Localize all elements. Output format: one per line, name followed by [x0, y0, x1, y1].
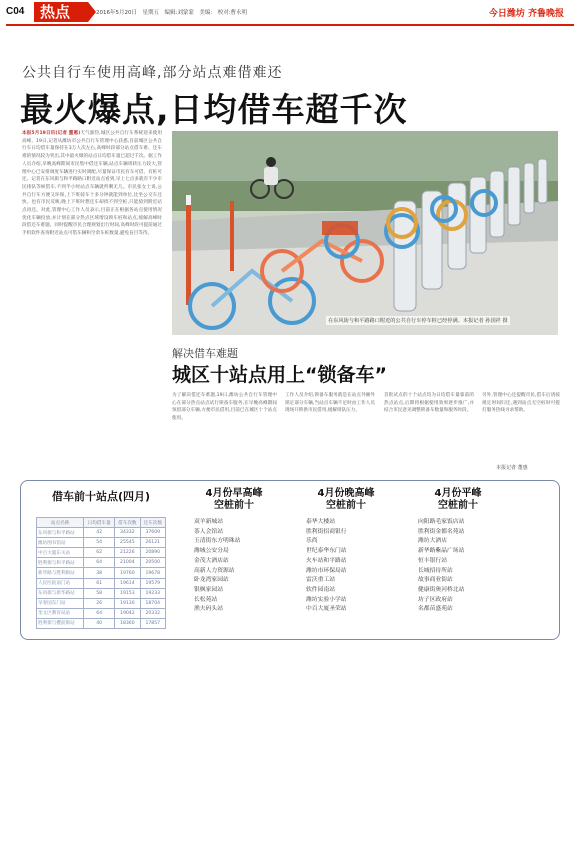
list-item: 长松苑站 — [194, 596, 218, 603]
list-item: 中百大厦圣荣站 — [306, 606, 347, 613]
list-item: 潍坊实验小学站 — [306, 596, 347, 603]
article-column-3: 首批试点的十个站点均为日均借车量靠前的热点站点,后期将根据使用效果逐步推广,并结合市民意见调整锁备车数量和服务时段。 — [384, 393, 474, 414]
sub-headline: 城区十站点用上“锁备车” — [172, 364, 387, 386]
table-header: 还车次数 — [140, 518, 165, 528]
ranking-off-peak — [402, 488, 514, 615]
sub-kicker: 解决借车难题 — [172, 347, 238, 360]
ranking-title-line: 4月份早高峰 — [205, 488, 263, 499]
table-cell: 19614 — [115, 578, 140, 588]
list-item: 泰华大楼站 — [306, 519, 335, 525]
article-column-1: 为了解决借还车难题,19日,潍坊公共自行车管理中心在部分热点站点试行锁备车服务,在早晚高峰期间预留部分车辆,方便市民借用,目前已在城区十个站点使用。 — [172, 393, 277, 422]
top-stations-table — [36, 517, 166, 629]
table-cell: 18704 — [140, 598, 165, 608]
list-item: 长城招待所站 — [418, 567, 453, 574]
table-row — [37, 618, 166, 628]
table-cell: 19130 — [115, 598, 140, 608]
table-cell: 20890 — [140, 548, 165, 558]
table-cell: 早春园东门站 — [37, 598, 84, 608]
table-cell: 64 — [84, 558, 115, 568]
list-item: 向阳路毛家饭店站 — [418, 519, 465, 525]
list-item: 高新人力资源站 — [194, 567, 235, 574]
page-header — [0, 0, 580, 24]
table-row — [37, 608, 166, 618]
list-item: 火车站和平路站 — [306, 557, 347, 564]
ranking-title-line: 空桩前十 — [326, 500, 366, 511]
list-item: 潍坊市环保局站 — [306, 567, 347, 574]
table-cell: 19579 — [140, 578, 165, 588]
table-row — [37, 598, 166, 608]
article-headline: 最火爆点,日均借车超千次 — [20, 90, 408, 129]
ranking-title-line: 4月份晚高峰 — [317, 488, 375, 499]
table-cell: 21226 — [115, 548, 140, 558]
list-item: 双羊新城站 — [194, 519, 223, 525]
bike-station-illustration — [172, 131, 558, 335]
list-item: 卧龙湾家园站 — [194, 577, 229, 584]
table-cell: 58 — [84, 588, 115, 598]
table-cell: 东风街与和平路站 — [37, 528, 84, 538]
table-row — [37, 548, 166, 558]
list-item: 乐尚 — [306, 538, 318, 545]
ranking-title — [290, 488, 402, 512]
ranking-title-line: 4月份平峰 — [434, 488, 482, 499]
list-item: 玉清街东方明珠站 — [194, 538, 241, 545]
table-cell: 19760 — [115, 568, 140, 578]
list-item: 恒丰银行站 — [418, 557, 447, 564]
article-lead: 本报5月19日讯(记者 董惠) — [22, 131, 81, 136]
ranking-title-line: 空桩前十 — [214, 500, 254, 511]
table-header: 站点名称 — [37, 518, 84, 528]
table-cell: 21004 — [115, 558, 140, 568]
newspaper-brand: 今日潍坊 齐鲁晚报 — [488, 9, 564, 19]
list-item: 金茂大酒店站 — [194, 557, 229, 564]
table-cell: 20500 — [140, 558, 165, 568]
table-cell: 62 — [84, 548, 115, 558]
list-item: 潍城公安分局 — [194, 548, 229, 555]
table-cell: 19042 — [115, 608, 140, 618]
table-cell: 64 — [84, 608, 115, 618]
list-item: 潍坊大酒店 — [418, 538, 447, 545]
table-cell: 40 — [84, 618, 115, 628]
table-cell: 东风街与新华路站 — [37, 588, 84, 598]
ranking-list — [178, 518, 290, 615]
issue-meta: 2016年5月20日 星期五 编辑:刘蒙蒙 美编: 校对:曹永明 — [96, 10, 248, 16]
photo-caption: 在东风街与和平路路口附近的公共自行车停车桩已经停满。本报记者 孙国祥 摄 — [328, 318, 508, 324]
table-cell: 19153 — [115, 588, 140, 598]
list-item: 世纪泰华东门站 — [306, 548, 347, 555]
ranking-list — [290, 518, 402, 615]
table-cell: 胜利街与樱前街站 — [37, 618, 84, 628]
table-cell: 17857 — [140, 618, 165, 628]
list-item: 健康街奥河桥北站 — [418, 586, 465, 593]
table-header: 借车次数 — [115, 518, 140, 528]
table-cell: 42 — [84, 528, 115, 538]
table-title: 借车前十站点(四月) — [51, 490, 151, 503]
table-cell: 25545 — [115, 538, 140, 548]
list-item: 新华路紫晶广场站 — [418, 548, 465, 555]
table-row — [37, 588, 166, 598]
list-item: 茶人会馆站 — [194, 528, 223, 535]
table-cell: 26121 — [140, 538, 165, 548]
list-item: 胜利街招商银行 — [306, 528, 347, 535]
table-cell: 54 — [84, 538, 115, 548]
ranking-list — [402, 518, 514, 615]
ranking-title — [178, 488, 290, 512]
table-row — [37, 558, 166, 568]
table-row — [37, 538, 166, 548]
table-cell: 胜利街与和平路站 — [37, 558, 84, 568]
list-item: 雷沃重工站 — [306, 577, 335, 584]
table-cell: 18360 — [115, 618, 140, 628]
news-photo — [172, 131, 558, 335]
table-header-row — [37, 518, 166, 528]
table-header: 日均借车量 — [84, 518, 115, 528]
table-cell: 38 — [84, 568, 115, 578]
table-row — [37, 568, 166, 578]
article-column-2: 工作人员介绍,锁备车服务就是在站点外额外锁定部分车辆,当站点车辆不足时由工作人员现场开锁供市民借用,缓解排队压力。 — [285, 393, 375, 414]
table-cell: 34332 — [115, 528, 140, 538]
table-cell: 新华路与胜利街站 — [37, 568, 84, 578]
section-label — [34, 2, 88, 22]
article-signature: 本报记者 董惠 — [496, 465, 528, 471]
table-cell: 26 — [84, 598, 115, 608]
list-item: 软件园南站 — [306, 586, 335, 593]
article-body-left — [22, 130, 162, 480]
table-cell: 人民医院南门站 — [37, 578, 84, 588]
list-item: 渔夫码头站 — [194, 606, 223, 613]
header-rule — [6, 24, 574, 26]
list-item: 坊子区政府站 — [418, 596, 453, 603]
table-cell: 潍坊图书馆站 — [37, 538, 84, 548]
page-number: C04 — [6, 6, 25, 17]
list-item: 胜利街金都名苑站 — [418, 528, 465, 535]
table-row — [37, 578, 166, 588]
article-column-4: 另外,管理中心还提醒市民,借车后请按规定时间归还,遇到站点无空桩时可拨打服务热线寻求帮助。 — [482, 393, 560, 414]
table-cell: 中百大厦东关站 — [37, 548, 84, 558]
table-cell: 奎文区教育局站 — [37, 608, 84, 618]
table-cell: 19233 — [140, 588, 165, 598]
table-cell: 20332 — [140, 608, 165, 618]
section-arrow-icon — [88, 2, 96, 22]
list-item: 名都苗盛苑站 — [418, 606, 453, 613]
table-cell: 19678 — [140, 568, 165, 578]
ranking-title-line: 空桩前十 — [438, 500, 478, 511]
ranking-morning-peak — [178, 488, 290, 615]
section-title: 热点 — [40, 3, 71, 21]
article-text: 天气渐热,城区公共自行车系统迎来使用高峰。19日,记者从潍坊市公共自行车管理中心获悉,目前城区公共自行车日均借车量保持在3万人次左右,高峰时段部分站点借车难、还车难的情况较为突出,其中最火爆的站点日均借车量已超过千次。据工作人员介绍,早晚高峰期间市民集中借还车辆,站点车辆周转压力较大,管理中心已安排调度车辆进行实时调配,尽量保证市民有车可借、有桩可还。记者在东风街与和平路路口附近站点看到,早上七点多就有不少市民排队等候借车,不到半小时站点车辆就所剩无几。市民张女士说,公共自行车方便又环保,上下班骑车十多分钟就能到单位,比坐公交车还快。也有市民反映,晚上下班时想还车却找不到空桩,只能骑到附近站点再还。对此,管理中心工作人员表示,目前正在根据各站点使用情况优化车辆投放,并计划在部分热点区域增设锁车桩和站点,缓解高峰时段借还车难题。同时提醒市民合理规划出行时间,高峰时段可提前通过手机软件查询附近站点可借车辆和空余车桩数量,避免盲目等待。 — [22, 131, 163, 237]
table-cell: 37609 — [140, 528, 165, 538]
ranking-evening-peak — [290, 488, 402, 615]
list-item: 银枫家园站 — [194, 586, 223, 593]
article-kicker: 公共自行车使用高峰,部分站点难借难还 — [22, 65, 283, 81]
table-cell: 61 — [84, 578, 115, 588]
ranking-title — [402, 488, 514, 512]
table-row — [37, 528, 166, 538]
list-item: 故事商业街站 — [418, 577, 453, 584]
